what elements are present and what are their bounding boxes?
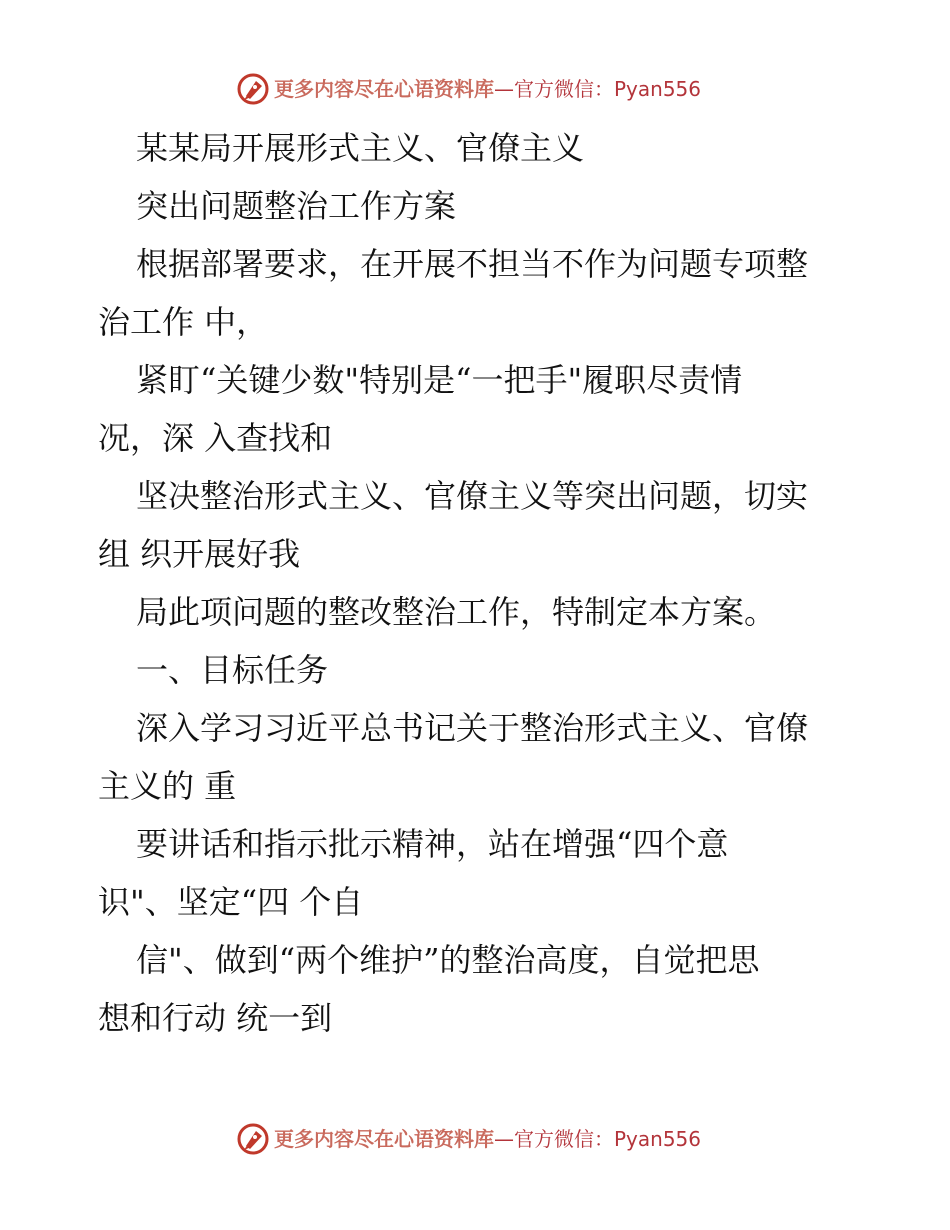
- banner-wechat-text: —官方微信：Pyan556: [494, 1127, 702, 1151]
- paragraph-line: 紧盯“关键少数"特别是“一把手"履职尽责情: [136, 361, 743, 399]
- title-line-2: 突出问题整治工作方案: [136, 187, 457, 225]
- footer-banner: [0, 1120, 950, 1160]
- pen-nib-logo-icon: [236, 1122, 270, 1156]
- paragraph-line: 根据部署要求，在开展不担当不作为问题专项整: [136, 245, 809, 283]
- banner-lead-text: 更多内容尽在心语资料库: [274, 1127, 494, 1151]
- paragraph-line: 识"、坚定“四 个自: [98, 883, 364, 921]
- paragraph-line: 治工作 中，: [98, 303, 269, 341]
- section-heading: 一、目标任务: [136, 651, 329, 689]
- paragraph-line: 坚决整治形式主义、官僚主义等突出问题，切实: [136, 477, 809, 515]
- paragraph-line: 信"、做到“两个维护”的整治高度，自觉把思: [136, 941, 760, 979]
- paragraph-line: 主义的 重: [98, 767, 237, 805]
- banner-wechat-text: —官方微信：Pyan556: [494, 77, 702, 101]
- paragraph-line: 组 织开展好我: [98, 535, 301, 573]
- title-line-1: 某某局开展形式主义、官僚主义: [136, 129, 585, 167]
- paragraph-line: 想和行动 统一到: [98, 999, 333, 1037]
- paragraph-line: 况，深 入查找和: [98, 419, 333, 457]
- banner-lead-text: 更多内容尽在心语资料库: [274, 77, 494, 101]
- paragraph-line: 深入学习习近平总书记关于整治形式主义、官僚: [136, 709, 809, 747]
- paragraph-line: 局此项问题的整改整治工作，特制定本方案。: [136, 593, 777, 631]
- paragraph-line: 要讲话和指示批示精神，站在增强“四个意: [136, 825, 729, 863]
- banner-text: [274, 1127, 701, 1151]
